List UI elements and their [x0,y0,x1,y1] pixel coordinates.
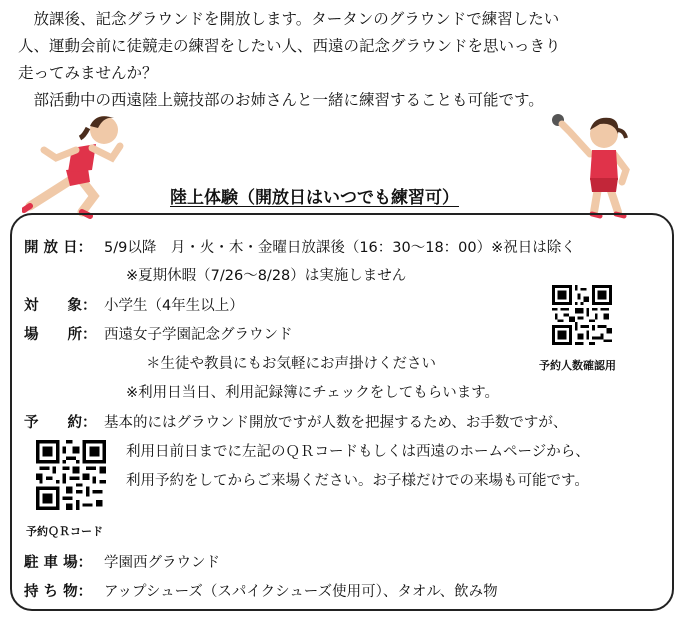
reserve-qr-code[interactable] [36,440,106,510]
reserve-line-2: 利用日前日までに左記のＱＲコードもしくは西遠のホームページから、 [126,444,590,460]
target-row [24,294,244,315]
reserve-line-3: 利用予約をしてからご来場ください。お子様だけでの来場も可能です。 [126,473,589,489]
reserve-line-1: 基本的にはグラウンド開放ですが人数を把握するため、お手数ですが、 [104,415,568,431]
open-days-row [24,236,576,257]
reserve-row [24,411,567,432]
runner-illustration [22,108,140,224]
place-label: 場 所： [24,327,97,343]
parking-row [24,551,220,572]
parking-value: 学園西グラウンド [104,555,220,571]
place-note-2: ※利用日当日、利用記録簿にチェックをしてもらいます。 [126,385,500,401]
bring-value: アップシューズ（スパイクシューズ使用可）、タオル、飲み物 [104,584,498,600]
count-qr-code[interactable] [552,285,612,345]
target-value: 小学生（4年生以上） [104,298,244,314]
place-value: 西遠女子学園記念グラウンド [104,327,293,343]
count-qr-caption: 予約人数確認用 [539,359,616,372]
shot-put-illustration [548,108,648,224]
parking-label: 駐 車 場： [24,555,93,571]
open-days-value: 5/9以降 月・火・木・金曜日放課後（16：30～18：00）※祝日は除く [104,240,576,256]
reserve-qr-caption: 予約ＱＲコード [26,525,103,538]
open-days-note: ※夏期休暇（7/26～8/28）は実施しません [126,268,407,284]
intro-line-3: 走ってみませんか？ [18,64,158,82]
place-row [24,323,293,344]
intro-line-4: 部活動中の西遠陸上競技部のお姉さんと一緒に練習することも可能です。 [33,91,544,109]
place-note-1: ＊生徒や教員にもお気軽にお声掛けください [146,356,436,372]
intro-text [18,6,678,114]
section-heading: 陸上体験（開放日はいつでも練習可） [170,188,459,208]
qr-code-icon [552,285,612,345]
bring-label: 持 ち 物： [24,584,93,600]
bring-row [24,580,498,601]
qr-code-icon [36,440,106,510]
intro-line-1: 放課後、記念グラウンドを開放します。タータンのグラウンドで練習したい [33,10,560,28]
intro-line-2: 人、運動会前に徒競走の練習をしたい人、西遠の記念グラウンドを思いっきり [18,37,561,55]
reserve-label: 予 約： [24,415,97,431]
open-days-label: 開 放 日： [24,240,93,256]
target-label: 対 象： [24,298,97,314]
